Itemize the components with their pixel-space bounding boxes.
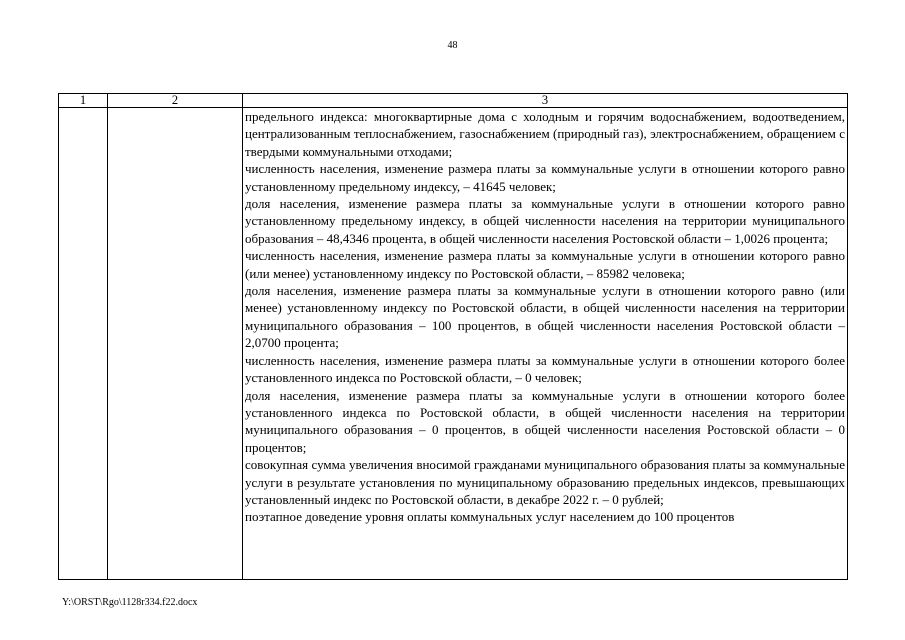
paragraph-gradual-payment: поэтапное доведение уровня оплаты коммунальных услуг населением до 100 процентов xyxy=(245,509,735,525)
paragraph-share-equal-or-less-regional: доля населения, изменение размера платы за коммунальные услуги в отношении которого равно (или менее) установленному индексу по Ростовской области, в общей численности населения на территории муниципального образования – 100 процентов, в общей численности населения Ростовской области – 2,0700 процента; xyxy=(245,283,845,351)
column-divider xyxy=(242,94,243,579)
paragraph-preceding-index: предельного индекса: многоквартирные дома с холодным и горячим водоснабжением, водоотведением, централизованным теплоснабжением, газоснабжением (природный газ), электроснабжением, обращением с твердыми коммунальными отходами; xyxy=(245,109,845,159)
paragraph-population-equal-limit: численность населения, изменение размера платы за коммунальные услуги в отношении которого равно установленному предельному индексу, – 41645 человек; xyxy=(245,161,845,194)
column-header-3: 3 xyxy=(541,93,549,107)
column-header-1: 1 xyxy=(79,93,87,107)
table-header-row xyxy=(59,94,847,108)
page-number: 48 xyxy=(447,40,458,51)
paragraph-population-equal-or-less-regional: численность населения, изменение размера платы за коммунальные услуги в отношении которого равно (или менее) установленному индексу по Ростовской области, – 85982 человека; xyxy=(245,248,845,281)
footer-file-path: Y:\ORST\Rgo\1128r334.f22.docx xyxy=(62,597,198,608)
column-3-content xyxy=(245,108,845,526)
document-table xyxy=(58,93,848,580)
paragraph-total-increase-sum: совокупная сумма увеличения вносимой гражданами муниципального образования платы за коммунальные услуги в результате установления по муниципальному образованию предельных индексов, превышающих установленный индекс по Ростовской области, в декабре 2022 г. – 0 рублей; xyxy=(245,457,845,507)
paragraph-share-above-regional: доля населения, изменение размера платы за коммунальные услуги в отношении которого более установленного индекса по Ростовской области, в общей численности населения на территории муниципального образования – 0 процентов, в общей численности населения Ростовской области – 0 процентов; xyxy=(245,387,845,455)
paragraph-population-above-regional: численность населения, изменение размера платы за коммунальные услуги в отношении которого более установленного индекса по Ростовской области, – 0 человек; xyxy=(245,352,845,386)
column-header-2: 2 xyxy=(171,93,179,107)
paragraph-share-equal-limit: доля населения, изменение размера платы за коммунальные услуги в отношении которого равно установленному предельному индексу, в общей численности населения на территории муниципального образования – 48,4346 процента, в общей численности населения Ростовской области – 1,0026 процента; xyxy=(245,196,845,246)
column-divider xyxy=(107,94,108,579)
